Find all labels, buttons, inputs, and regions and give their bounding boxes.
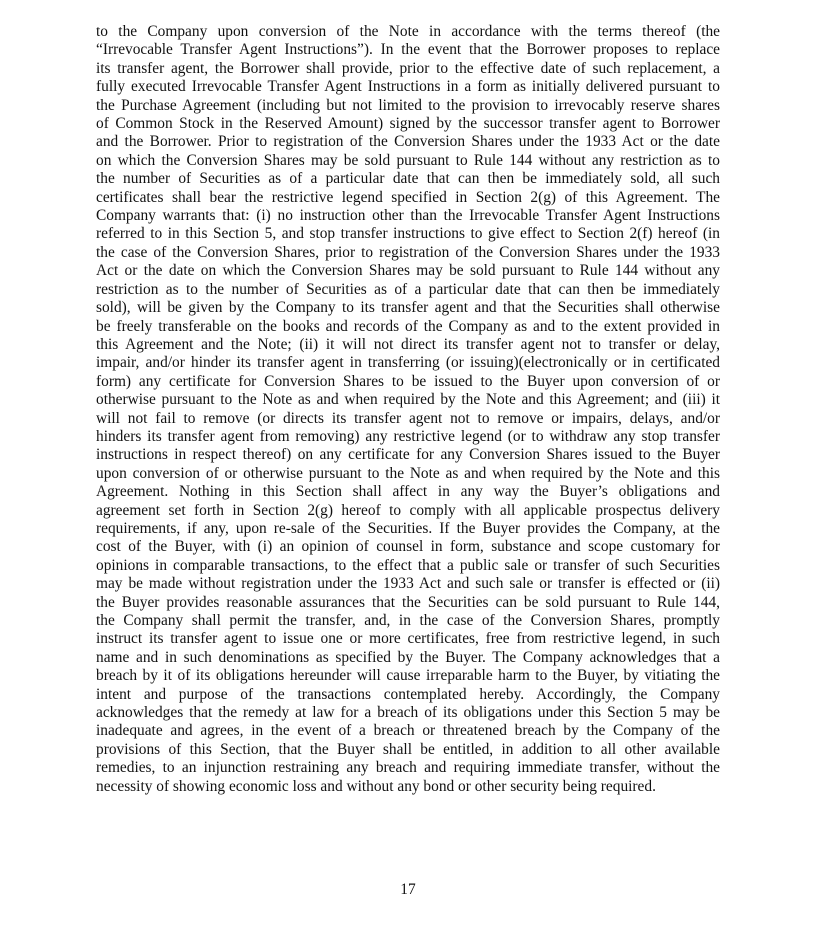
paragraph-line: intent and purpose of the transactions contemplated hereby. Accordingly, the Company <box>96 685 720 703</box>
paragraph-line: will not fail to remove (or directs its transfer agent not to remove or impairs, delays, and/or <box>96 409 720 427</box>
paragraph-line: hinders its transfer agent from removing) any restrictive legend (or to withdraw any stop transfer <box>96 427 720 445</box>
paragraph-line: instructions in respect thereof) on any certificate for any Conversion Shares issued to the Buyer <box>96 446 720 464</box>
body-paragraph <box>96 23 720 796</box>
paragraph-line: form) any certificate for Conversion Shares to be issued to the Buyer upon conversion of or <box>96 372 720 390</box>
paragraph-line: its transfer agent, the Borrower shall provide, prior to the effective date of such replacement, a <box>96 59 720 77</box>
paragraph-line: on which the Conversion Shares may be sold pursuant to Rule 144 without any restriction as to <box>96 151 720 169</box>
paragraph-line: the number of Securities as of a particular date that can then be immediately sold, all such <box>96 170 720 188</box>
paragraph-line: Agreement. Nothing in this Section shall affect in any way the Buyer’s obligations and <box>96 483 720 501</box>
paragraph-line: sold), will be given by the Company to its transfer agent and that the Securities shall otherwise <box>96 299 720 317</box>
paragraph-line: Act or the date on which the Conversion Shares may be sold pursuant to Rule 144 without any <box>96 262 720 280</box>
paragraph-line: the Purchase Agreement (including but not limited to the provision to irrevocably reserve shares <box>96 96 720 114</box>
paragraph-line: agreement set forth in Section 2(g) hereof to comply with all applicable prospectus delivery <box>96 501 720 519</box>
paragraph-line: certificates shall bear the restrictive legend specified in Section 2(g) of this Agreement. The <box>96 188 720 206</box>
paragraph-line: the case of the Conversion Shares, prior to registration of the Conversion Shares under the 1933 <box>96 243 720 261</box>
paragraph-line: instruct its transfer agent to issue one or more certificates, free from restrictive legend, in such <box>96 630 720 648</box>
paragraph-line: requirements, if any, upon re-sale of the Securities. If the Buyer provides the Company, at the <box>96 519 720 537</box>
paragraph-line: upon conversion of or otherwise pursuant to the Note as and when required by the Note and this <box>96 464 720 482</box>
paragraph-line: necessity of showing economic loss and without any bond or other security being required. <box>96 777 656 795</box>
page-number: 17 <box>400 881 416 898</box>
paragraph-line: this Agreement and the Note; (ii) it will not direct its transfer agent not to transfer or delay, <box>96 335 720 353</box>
paragraph-line: remedies, to an injunction restraining any breach and requiring immediate transfer, without the <box>96 759 720 777</box>
paragraph-line: breach by it of its obligations hereunder will cause irreparable harm to the Buyer, by vitiating the <box>96 667 720 685</box>
paragraph-line: fully executed Irrevocable Transfer Agent Instructions in a form as initially delivered pursuant to <box>96 78 720 96</box>
paragraph-line: acknowledges that the remedy at law for a breach of its obligations under this Section 5 may be <box>96 704 720 722</box>
paragraph-line: cost of the Buyer, with (i) an opinion of counsel in form, substance and scope customary for <box>96 538 720 556</box>
paragraph-line: referred to in this Section 5, and stop transfer instructions to give effect to Section 2(f) hereof (in <box>96 225 720 243</box>
paragraph-line: and the Borrower. Prior to registration of the Conversion Shares under the 1933 Act or the date <box>96 133 720 151</box>
paragraph-line: the Buyer provides reasonable assurances that the Securities can be sold pursuant to Rule 144, <box>96 593 720 611</box>
paragraph-line: provisions of this Section, that the Buyer shall be entitled, in addition to all other available <box>96 740 720 758</box>
paragraph-line: otherwise pursuant to the Note as and when required by the Note and this Agreement; and (iii) it <box>96 391 720 409</box>
paragraph-line: Company warrants that: (i) no instruction other than the Irrevocable Transfer Agent Instructions <box>96 207 720 225</box>
paragraph-line: the Company shall permit the transfer, and, in the case of the Conversion Shares, promptly <box>96 612 720 629</box>
paragraph-line: name and in such denominations as specified by the Buyer. The Company acknowledges that a <box>96 648 720 666</box>
paragraph-line: may be made without registration under the 1933 Act and such sale or transfer is effected or (ii) <box>96 575 720 593</box>
paragraph-line: opinions in comparable transactions, to the effect that a public sale or transfer of such Securities <box>96 556 720 574</box>
paragraph-line: to the Company upon conversion of the Note in accordance with the terms thereof (the <box>96 23 720 40</box>
paragraph-line: be freely transferable on the books and records of the Company as and to the extent provided in <box>96 317 720 335</box>
paragraph-line: “Irrevocable Transfer Agent Instructions”). In the event that the Borrower proposes to replace <box>96 41 720 59</box>
paragraph-line: inadequate and agrees, in the event of a breach or threatened breach by the Company of the <box>96 722 720 740</box>
paragraph-line: of Common Stock in the Reserved Amount) signed by the successor transfer agent to Borrower <box>96 115 720 133</box>
paragraph-line: impair, and/or hinder its transfer agent in transferring (or issuing)(electronically or in certificated <box>96 354 720 372</box>
paragraph-line: restriction as to the number of Securities as of a particular date that can then be immediately <box>96 280 720 298</box>
